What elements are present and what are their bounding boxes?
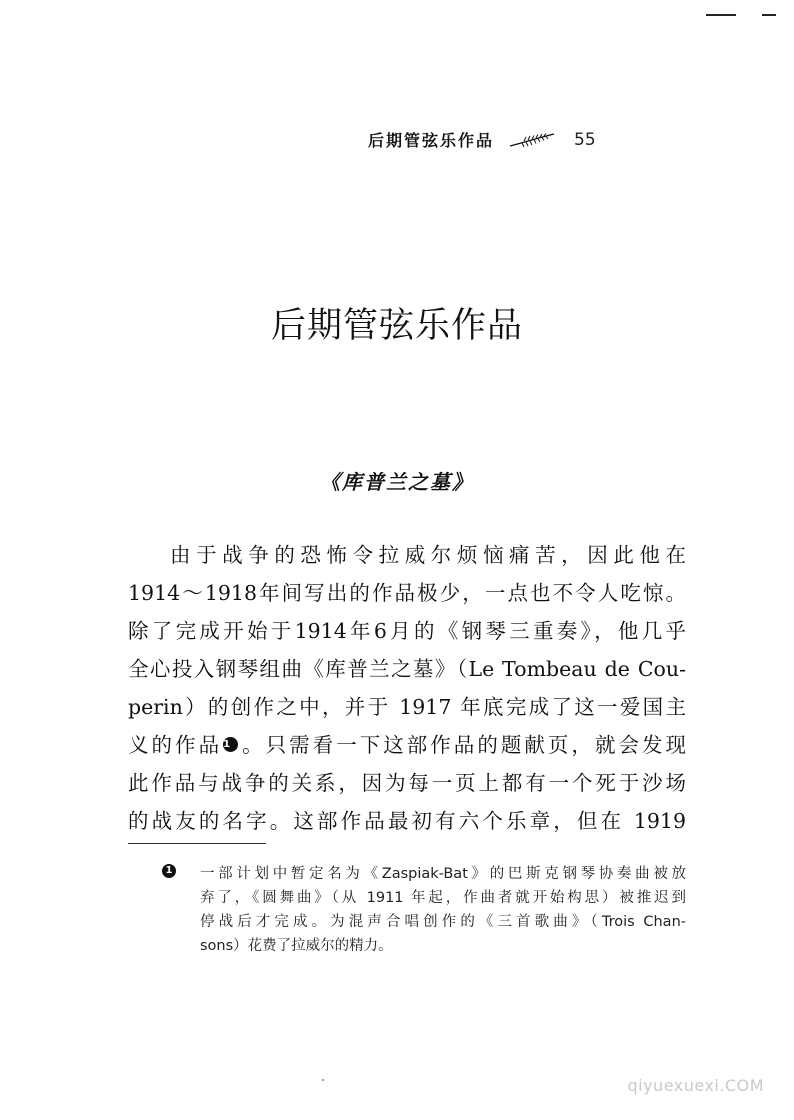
footnote-marker: 1 (162, 864, 176, 878)
body-line: 由于战争的恐怖令拉威尔烦恼痛苦，因此他在 (170, 543, 686, 567)
corner-mark-right (762, 14, 776, 16)
footnote-divider (128, 843, 266, 844)
body-line-part: 义的作品 (128, 733, 223, 757)
chapter-title: 后期管弦乐作品 (270, 306, 523, 346)
quill-icon (508, 131, 556, 149)
footnote-text (200, 862, 686, 958)
body-line: perin）的创作之中，并于 1917 年底完成了这一爱国主 (128, 695, 686, 719)
section-title: 《库普兰之墓》 (320, 470, 474, 494)
body-line: 的战友的名字。这部作品最初有六个乐章，但在 1919 (128, 809, 686, 833)
body-line-with-footnote-ref (128, 726, 686, 764)
body-line: 此作品与战争的关系，因为每一页上都有一个死于沙场 (128, 771, 686, 795)
running-header-title: 后期管弦乐作品 (368, 131, 495, 150)
footnote-line: 弃了，《圆舞曲》（从 1911 年起，作曲者就开始构思）被推迟到 (200, 890, 686, 906)
footnote-reference-marker[interactable]: 1 (223, 737, 238, 752)
body-line: 1914～1918年间写出的作品极少，一点也不令人吃惊。 (128, 581, 686, 605)
footnote-line: 停战后才完成。为混声合唱创作的《三首歌曲》（Trois Chan- (200, 914, 686, 930)
watermark: qiyuexuexi.COM (627, 1076, 764, 1095)
body-line-part: 。只需看一下这部作品的题献页，就会发现 (239, 733, 687, 757)
page-number: 55 (574, 129, 596, 150)
scan-speck (322, 1079, 324, 1081)
corner-mark-left (706, 14, 736, 16)
footnote-line: sons）花费了拉威尔的精力。 (200, 938, 393, 954)
footnote-line: 一部计划中暂定名为《Zaspiak-Bat》的巴斯克钢琴协奏曲被放 (200, 866, 686, 882)
running-header (368, 128, 596, 151)
body-paragraph (128, 536, 686, 878)
body-line: 全心投入钢琴组曲《库普兰之墓》（Le Tombeau de Cou- (128, 657, 686, 681)
body-line: 除了完成开始于1914年6月的《钢琴三重奏》，他几乎 (128, 619, 686, 643)
